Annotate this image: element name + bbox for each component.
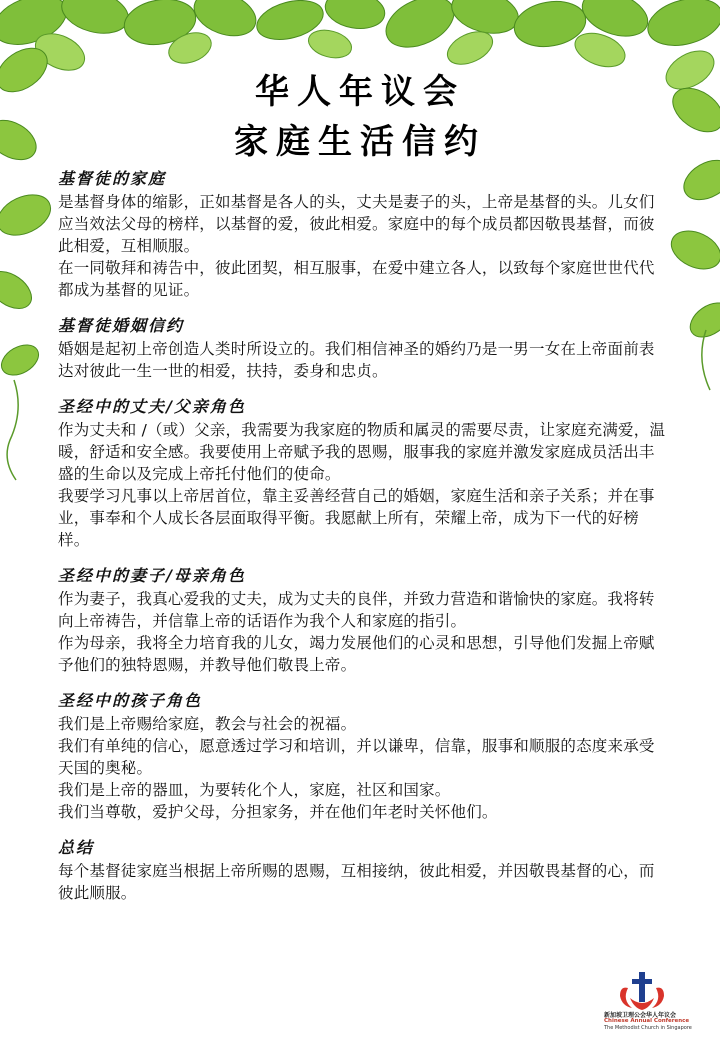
section-paragraph: 作为妻子，我真心爱我的丈夫，成为丈夫的良伴，并致力营造和谐愉快的家庭。我将转向上帝祷告，并信靠上帝的话语作为我个人和家庭的指引。 <box>58 590 655 630</box>
section-conclusion <box>58 837 666 904</box>
section-heading: 圣经中的丈夫/父亲角色 <box>58 397 246 416</box>
section-paragraph: 作为丈夫和 /（或）父亲，我需要为我家庭的物质和属灵的需要尽责，让家庭充满爱，温暖，舒适和安全感。我要使用上帝赋予我的恩赐，服事我的家庭并激发家庭成员活出丰盛的生命以及完成上帝托付他们的使命。 <box>58 421 666 483</box>
section-heading: 总结 <box>58 838 95 857</box>
section-wife-mother-role <box>58 565 666 676</box>
section-paragraph: 在一同敬拜和祷告中，彼此团契，相互服事，在爱中建立各人，以致每个家庭世世代代都成为基督的见证。 <box>58 259 655 299</box>
covenant-content <box>58 168 666 918</box>
logo-name-cn: 新加坡卫理公会华人年议会 <box>604 1012 677 1019</box>
section-paragraph: 我们有单纯的信心，愿意透过学习和培训，并以谦卑，信靠，服事和顺服的态度来承受天国的奥秘。 <box>58 737 655 777</box>
section-paragraph: 每个基督徒家庭当根据上帝所赐的恩赐，互相接纳，彼此相爱，并因敬畏基督的心，而彼此顺服。 <box>58 862 655 902</box>
section-christian-family <box>58 168 666 301</box>
page-subtitle: 家庭生活信约 <box>234 122 486 162</box>
section-heading: 基督徒的家庭 <box>58 169 167 188</box>
section-paragraph: 婚姻是起初上帝创造人类时所设立的。我们相信神圣的婚约乃是一男一女在上帝面前表达对彼此一生一世的相爱，扶持，委身和忠贞。 <box>58 340 655 380</box>
section-marriage-covenant <box>58 315 666 382</box>
section-heading: 圣经中的妻子/母亲角色 <box>58 566 246 585</box>
section-paragraph: 我要学习凡事以上帝居首位，靠主妥善经营自己的婚姻，家庭生活和亲子关系；并在事业，事奉和个人成长各层面取得平衡。我愿献上所有，荣耀上帝，成为下一代的好榜样。 <box>58 487 655 549</box>
section-paragraph: 作为母亲，我将全力培育我的儿女，竭力发展他们的心灵和思想，引导他们发掘上帝赋予他们的独特恩赐，并教导他们敬畏上帝。 <box>58 634 655 674</box>
logo-name-en: Chinese Annual Conference <box>604 1018 690 1024</box>
section-heading: 圣经中的孩子角色 <box>58 691 203 710</box>
section-paragraph: 我们是上帝赐给家庭，教会与社会的祝福。 <box>58 715 357 733</box>
page-title: 华人年议会 <box>255 72 465 112</box>
section-children-role <box>58 690 666 823</box>
section-paragraph: 我们当尊敬，爱护父母，分担家务，并在他们年老时关怀他们。 <box>58 803 498 821</box>
logo-church: The Methodist Church in Singapore <box>604 1025 692 1031</box>
section-husband-father-role <box>58 396 666 551</box>
section-paragraph: 是基督身体的缩影，正如基督是各人的头，丈夫是妻子的头，上帝是基督的头。儿女们应当效法父母的榜样，以基督的爱，彼此相爱。家庭中的每个成员都因敬畏基督，而彼此相爱，互相顺服。 <box>58 193 655 255</box>
section-heading: 基督徒婚姻信约 <box>58 316 185 335</box>
section-paragraph: 我们是上帝的器皿，为要转化个人，家庭，社区和国家。 <box>58 781 451 799</box>
